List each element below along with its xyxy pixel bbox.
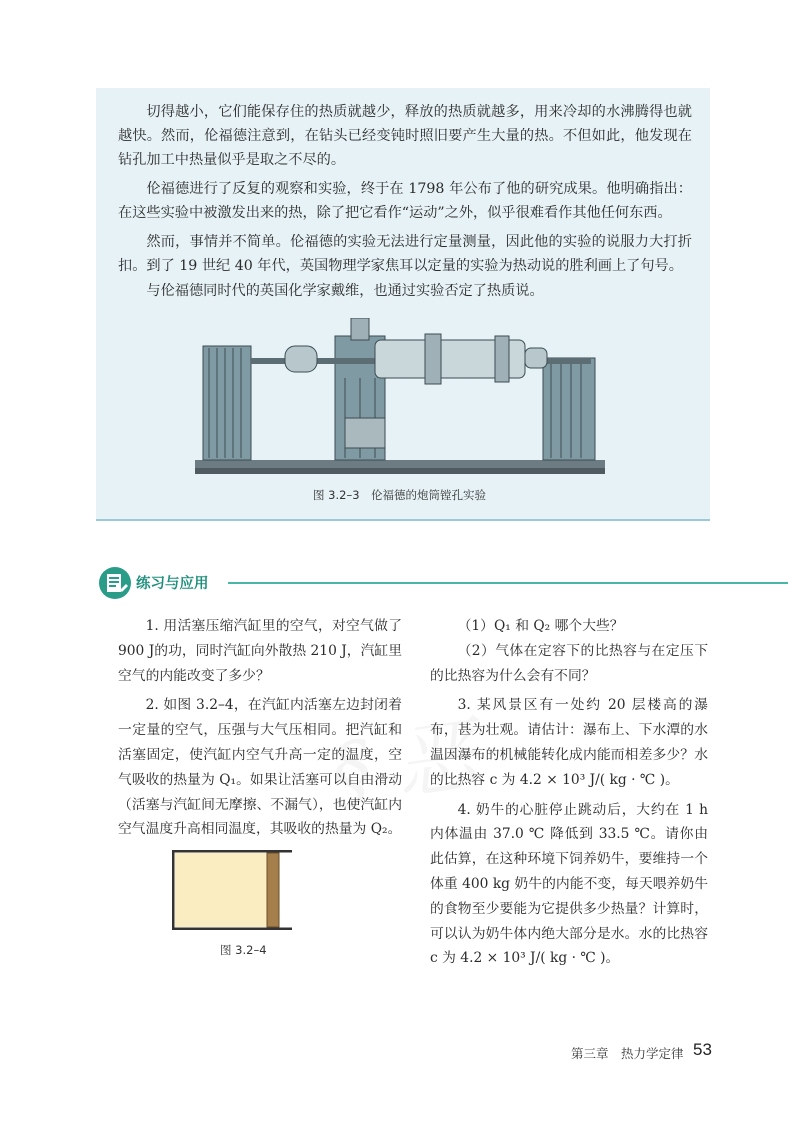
figure-caption: 图 3.2–3 伦福德的炮筒镗孔实验 bbox=[313, 488, 487, 502]
paragraph-4: 与伦福德同时代的英国化学家戴维，也通过实验否定了热质说。 bbox=[146, 283, 544, 299]
paragraph-2: 伦福德进行了反复的观察和实验，终于在 1798 年公布了他的研究成果。他明确指出：在这些实验中被激发出来的热，除了把它看作“运动”之外，似乎很难看作其他任何东西。 bbox=[118, 181, 692, 221]
paragraph-3: 然而，事情并不简单。伦福德的实验无法进行定量测量，因此他的实验的说服力大打折扣。到了 19 世纪 40 年代，英国物理学家焦耳以定量的实验为热动说的胜利画上了句号。 bbox=[118, 234, 692, 274]
right-column bbox=[430, 614, 708, 971]
exercise-1: 1. 用活塞压缩汽缸里的空气，对空气做了 900 J的功，同时汽缸向外散热 210 J，汽缸里空气的内能改变了多少？ bbox=[118, 618, 402, 684]
diagram-caption: 图 3.2–4 bbox=[220, 943, 267, 957]
exercise-title: 练习与应用 bbox=[136, 576, 209, 592]
exercise-divider bbox=[228, 582, 788, 584]
exercise-2: 2. 如图 3.2–4，在汽缸内活塞左边封闭着一定量的空气，压强与大气压相同。把汽缸和活塞固定，使汽缸内空气升高一定的温度，空气吸收的热量为 Q₁。如果让活塞可以自由滑动（活塞与汽缸间无摩擦、不漏气），也使汽缸内空气温度升高相同温度，其吸收的热量为 Q₂。 bbox=[118, 697, 402, 838]
cannon-boring-illustration bbox=[195, 318, 605, 478]
footer-chapter: 第三章 热力学定律 bbox=[571, 1046, 684, 1061]
exercise-2-q2: （2）气体在定容下的比热容与在定压下的比热容为什么会有不同？ bbox=[430, 642, 708, 684]
exercise-2-q1: （1）Q₁ 和 Q₂ 哪个大些？ bbox=[457, 618, 624, 634]
exercise-4: 4. 奶牛的心脏停止跳动后，大约在 1 h 内体温由 37.0 ℃ 降低到 33.5 ℃。请你由此估算，在这种环境下饲养奶牛，要维持一个体重 400 kg 奶牛的内能不变，每天喂养奶牛的食物至少要能为它提供多少热量？计算时，可以认为奶牛体内绝大部分是水。水的比热容 c 为 4.2 × 10³ J/( kg · ℃ )。 bbox=[430, 801, 708, 967]
page-number: 53 bbox=[693, 1040, 712, 1059]
reading-panel-border bbox=[96, 519, 710, 521]
paragraph-1: 切得越小，它们能保存住的热质就越少，释放的热质就越多，用来冷却的水沸腾得也就越快。然而，伦福德注意到，在钻头已经变钝时照旧要产生大量的热。不但如此，他发现在钻孔加工中热量似乎是取之不尽的。 bbox=[118, 104, 692, 168]
cylinder-piston-diagram bbox=[172, 850, 292, 930]
left-column bbox=[118, 614, 402, 842]
exercise-3: 3. 某风景区有一处约 20 层楼高的瀑布，甚为壮观。请估计：瀑布上、下水潭的水温因瀑布的机械能转化成内能而相差多少？水的比热容 c 为 4.2 × 10³ J/( kg · ℃ )。 bbox=[430, 697, 708, 788]
exercise-icon bbox=[98, 566, 132, 600]
watermark: § 恶 bbox=[325, 708, 483, 821]
